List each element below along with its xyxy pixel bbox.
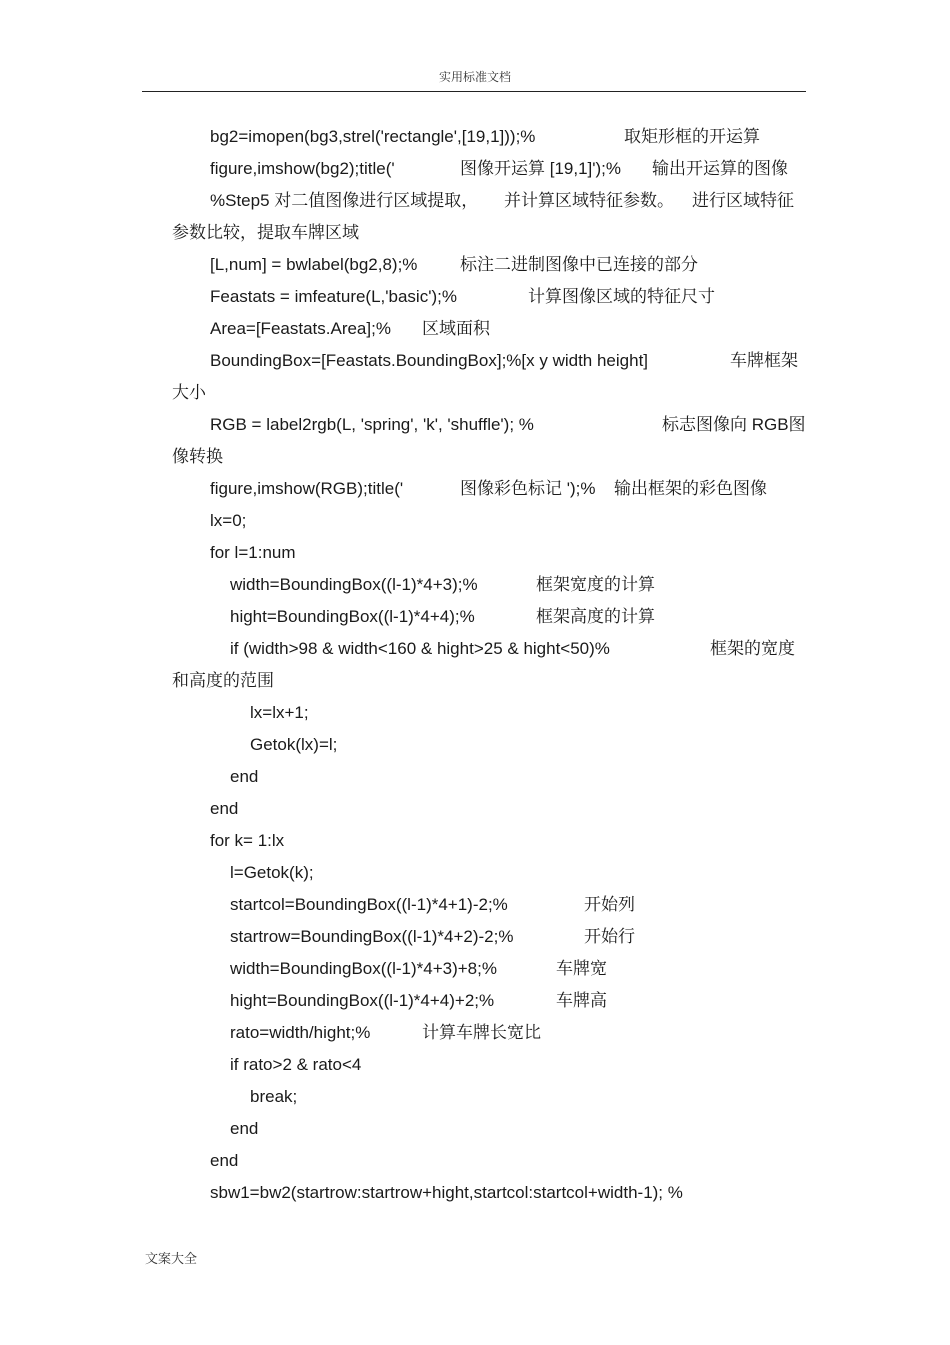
code-line — [172, 409, 808, 441]
code-text: if (width>98 & width<160 & hight>25 & hight<50)% — [230, 639, 610, 658]
code-text: figure,imshow(RGB);title(' — [210, 479, 404, 498]
comment-text: 框架高度的计算 — [536, 607, 655, 626]
code-text: figure,imshow(bg2);title(' — [210, 159, 395, 178]
code-text: width=BoundingBox((l-1)*4+3)+8;% — [230, 959, 497, 978]
code-text: startcol=BoundingBox((l-1)*4+1)-2;% — [230, 895, 508, 914]
code-line — [172, 793, 808, 825]
code-line — [172, 473, 808, 505]
code-line — [172, 1049, 808, 1081]
code-text: bg2=imopen(bg3,strel('rectangle',[19,1]));% — [210, 127, 536, 146]
comment-text: 车牌高 — [556, 991, 607, 1010]
code-line — [172, 1177, 808, 1209]
code-line — [172, 729, 808, 761]
comment-text: 取矩形框的开运算 — [624, 127, 760, 146]
comment-text: 输出开运算的图像 — [652, 159, 788, 178]
header-rule — [142, 91, 806, 92]
code-text: if rato>2 & rato<4 — [230, 1055, 362, 1074]
code-text: end — [210, 799, 239, 818]
code-text: lx=lx+1; — [250, 703, 309, 722]
code-text: for l=1:num — [210, 543, 296, 562]
code-line — [172, 121, 808, 153]
code-text: 参数比较，提取车牌区域 — [172, 223, 359, 242]
code-line — [172, 665, 808, 697]
page-header: 实用标准文档 — [438, 70, 511, 84]
code-text: for k= 1:lx — [210, 831, 285, 850]
code-text: break; — [250, 1087, 298, 1106]
code-text: [L,num] = bwlabel(bg2,8);% — [210, 255, 418, 274]
code-line — [172, 1145, 808, 1177]
code-line — [172, 505, 808, 537]
code-line — [172, 249, 808, 281]
code-line — [172, 985, 808, 1017]
code-line — [172, 601, 808, 633]
code-line — [172, 217, 808, 249]
code-line — [172, 1017, 808, 1049]
comment-text: 开始行 — [584, 927, 635, 946]
code-line — [172, 825, 808, 857]
code-line — [172, 889, 808, 921]
code-text: end — [230, 1119, 259, 1138]
comment-text: 输出框架的彩色图像 — [614, 479, 767, 498]
code-text: startrow=BoundingBox((l-1)*4+2)-2;% — [230, 927, 514, 946]
comment-text: 计算图像区域的特征尺寸 — [528, 287, 715, 306]
code-text: width=BoundingBox((l-1)*4+3);% — [230, 575, 478, 594]
comment-text: 图像彩色标记 ');% — [460, 479, 596, 498]
code-text: 和高度的范围 — [172, 671, 274, 690]
code-line — [172, 313, 808, 345]
comment-text: 并计算区域特征参数。 — [504, 191, 674, 210]
comment-text: 标志图像向 RGB图 — [662, 415, 806, 434]
comment-text: 车牌框架 — [730, 351, 798, 370]
code-text: 像转换 — [172, 447, 223, 466]
page-footer: 文案大全 — [145, 1251, 198, 1266]
comment-text: 区域面积 — [422, 319, 490, 338]
code-line — [172, 697, 808, 729]
comment-text: 标注二进制图像中已连接的部分 — [460, 255, 698, 274]
code-text: Area=[Feastats.Area];% — [210, 319, 391, 338]
code-line — [172, 281, 808, 313]
code-line — [172, 537, 808, 569]
code-text: sbw1=bw2(startrow:startrow+hight,startcol:startcol+width-1); % — [210, 1183, 683, 1202]
code-text: 大小 — [172, 383, 206, 402]
code-text: lx=0; — [210, 511, 247, 530]
code-line — [172, 857, 808, 889]
code-line — [172, 185, 808, 217]
code-text: Getok(lx)=l; — [250, 735, 338, 754]
code-line — [172, 569, 808, 601]
comment-text: 开始列 — [584, 895, 635, 914]
code-line — [172, 1113, 808, 1145]
code-line — [172, 921, 808, 953]
code-text: RGB = label2rgb(L, 'spring', 'k', 'shuffle'); % — [210, 415, 534, 434]
code-text: BoundingBox=[Feastats.BoundingBox];%[x y width height] — [210, 351, 649, 370]
code-text: hight=BoundingBox((l-1)*4+4)+2;% — [230, 991, 495, 1010]
code-line — [172, 953, 808, 985]
code-text: rato=width/hight;% — [230, 1023, 371, 1042]
comment-text: 进行区域特征 — [692, 191, 794, 210]
code-text: end — [210, 1151, 239, 1170]
code-line — [172, 345, 808, 377]
code-line — [172, 153, 808, 185]
code-line — [172, 441, 808, 473]
document-body — [172, 121, 808, 1209]
code-text: Feastats = imfeature(L,'basic');% — [210, 287, 457, 306]
comment-text: 框架的宽度 — [710, 639, 795, 658]
code-text: l=Getok(k); — [230, 863, 314, 882]
code-line — [172, 1081, 808, 1113]
code-line — [172, 377, 808, 409]
code-text: %Step5 对二值图像进行区域提取， — [210, 191, 479, 210]
code-text: end — [230, 767, 259, 786]
comment-text: 计算车牌长宽比 — [422, 1023, 541, 1042]
comment-text: 图像开运算 [19,1]');% — [460, 159, 622, 178]
code-text: hight=BoundingBox((l-1)*4+4);% — [230, 607, 475, 626]
code-line — [172, 633, 808, 665]
comment-text: 车牌宽 — [556, 959, 607, 978]
code-line — [172, 761, 808, 793]
comment-text: 框架宽度的计算 — [536, 575, 655, 594]
